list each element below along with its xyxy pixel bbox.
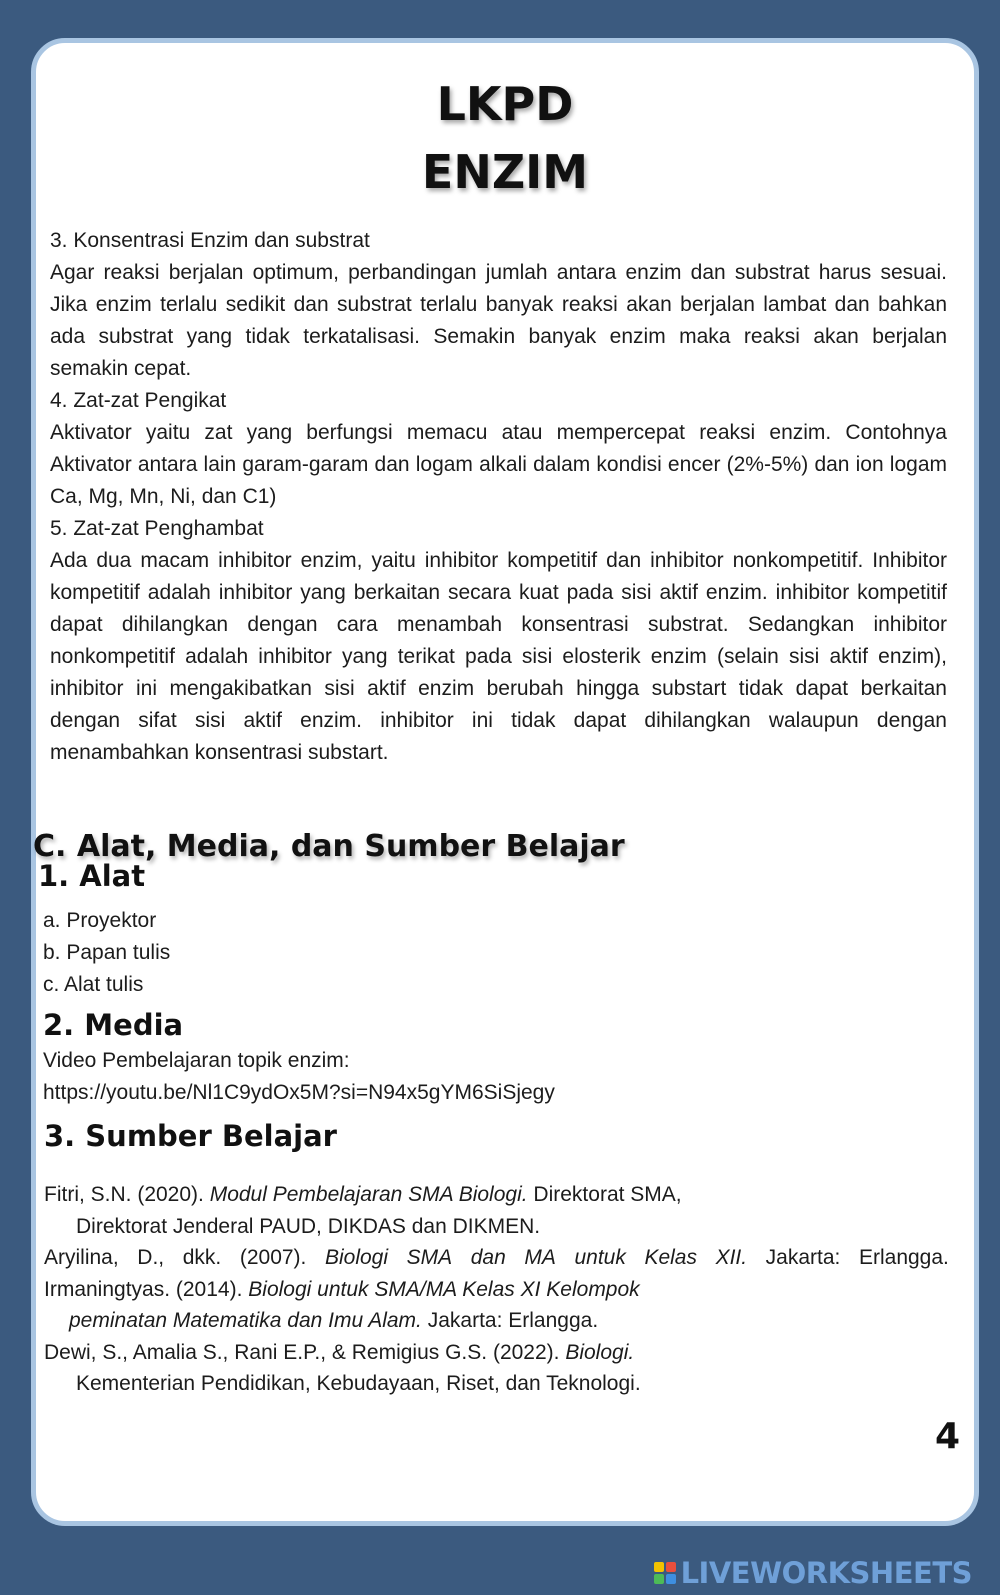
reference-3: Irmaningtyas. (2014). Biologi untuk SMA/MA Kelas XI Kelompok [44, 1277, 640, 1301]
page-number: 4 [934, 1416, 960, 1457]
paragraph-penghambat: Ada dua macam inhibitor enzim, yaitu inhibitor kompetitif dan inhibitor nonkompetitif. Inhibitor kompetitif adalah inhibitor yang berkaitan secara kuat pada sisi aktif enzim. inhibitor kompetitif dapat dihilangkan dengan cara menambah konsentrasi substrat. Sedangkan inhibitor nonkompetitif adalah inhibitor yang terikat pada sisi elosterik enzim (selain sisi aktif enzim), inhibitor ini mengakibatkan sisi aktif enzim berubah hingga substart tidak dapat berkaitan dengan sifat sisi aktif enzim. inhibitor ini tidak dapat dihilangkan walaupun dengan menambahkan konsentrasi substart. [50, 549, 947, 764]
paragraph-konsentrasi: Agar reaksi berjalan optimum, perbandingan jumlah antara enzim dan substrat harus sesuai. Jika enzim terlalu sedikit dan substrat terlalu banyak reaksi akan berjalan lambat dan bahkan ada substrat yang tidak terkatalisasi. Semakin banyak enzim maka reaksi akan berjalan semakin cepat. [50, 261, 947, 380]
reference-1: Fitri, S.N. (2020). Modul Pembelajaran SMA Biologi. Direktorat SMA, [44, 1183, 682, 1206]
media-heading: 2. Media [43, 1008, 184, 1042]
logo-grid-icon [654, 1562, 676, 1584]
page-title-line1: LKPD [436, 77, 574, 131]
sumber-heading: 3. Sumber Belajar [44, 1119, 337, 1153]
reference-1-cont: Direktorat Jenderal PAUD, DIKDAS dan DIKMEN. [76, 1214, 541, 1238]
page-title-line2: ENZIM [421, 145, 589, 199]
reference-4-cont: Kementerian Pendidikan, Kebudayaan, Riset, dan Teknologi. [76, 1372, 641, 1395]
content-body [50, 225, 947, 769]
liveworksheets-logo[interactable] [654, 1556, 972, 1590]
reference-4: Dewi, S., Amalia S., Rani E.P., & Remigius G.S. (2022). Biologi. [44, 1340, 635, 1364]
reference-list [44, 1179, 949, 1400]
alat-list [43, 905, 170, 1001]
brand-name: LIVEWORKSHEETS [680, 1556, 972, 1590]
list-item: a. Proyektor [43, 909, 157, 932]
section-heading-pengikat: 4. Zat-zat Pengikat [50, 389, 227, 412]
list-item: c. Alat tulis [43, 973, 144, 996]
worksheet-page [31, 38, 979, 1526]
section-heading-penghambat: 5. Zat-zat Penghambat [50, 517, 264, 540]
section-heading-konsentrasi: 3. Konsentrasi Enzim dan substrat [50, 229, 370, 252]
media-description: Video Pembelajaran topik enzim: [43, 1049, 350, 1072]
section-c-title: C. Alat, Media, dan Sumber Belajar [33, 829, 625, 864]
paragraph-pengikat: Aktivator yaitu zat yang berfungsi memacu atau mempercepat reaksi enzim. Contohnya Aktivator antara lain garam-garam dan logam alkali dalam kondisi encer (2%-5%) dan ion logam Ca, Mg, Mn, Ni, dan C1) [50, 421, 947, 508]
list-item: b. Papan tulis [43, 941, 171, 964]
media-link[interactable]: https://youtu.be/Nl1C9ydOx5M?si=N94x5gYM6SiSjegy [43, 1081, 555, 1104]
alat-heading: 1. Alat [38, 859, 146, 893]
reference-2: Aryilina, D., dkk. (2007). Biologi SMA dan MA untuk Kelas XII. Jakarta: Erlangga. [44, 1246, 949, 1269]
media-block [43, 1045, 555, 1109]
reference-3-cont: peminatan Matematika dan Imu Alam. Jakarta: Erlangga. [69, 1309, 599, 1332]
